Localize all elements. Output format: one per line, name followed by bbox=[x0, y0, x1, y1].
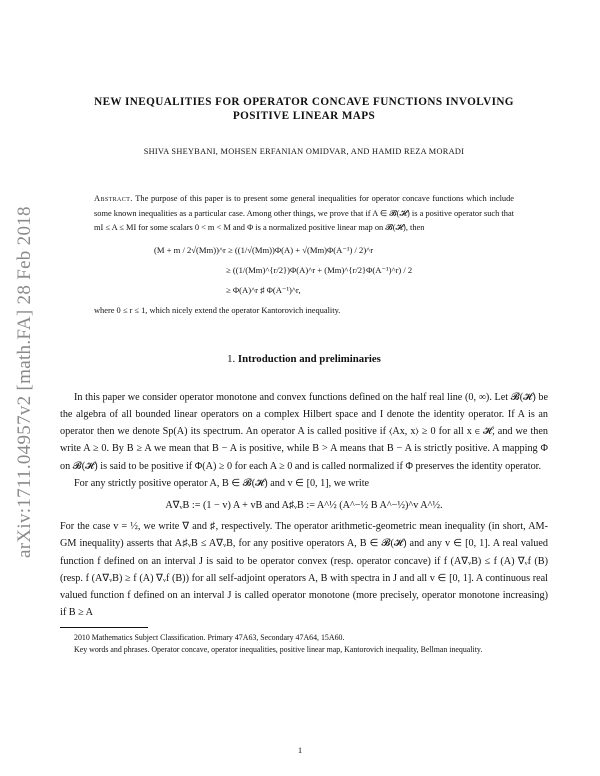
section-title: Introduction and preliminaries bbox=[237, 352, 381, 365]
equation-line-2: ≥ ((1/(Mm)^{r/2})Φ(A)^r + (Mm)^{r/2}Φ(A⁻¹)^r) / 2 bbox=[226, 265, 413, 276]
footnote-keywords: Key words and phrases. Operator concave, operator inequalities, positive linear map, Kantorovich inequality, Bellman inequality. bbox=[74, 644, 483, 654]
equation-line-1-rhs: ((1/√(Mm))Φ(A) + √(Mm)Φ(A⁻¹) / 2)^r bbox=[234, 245, 374, 256]
title-line-1: NEW INEQUALITIES FOR OPERATOR CONCAVE FUNCTIONS INVOLVING bbox=[94, 96, 514, 108]
paper-page bbox=[60, 95, 548, 655]
arxiv-stamp: arXiv:1711.04957v2 [math.FA] 28 Feb 2018 bbox=[14, 206, 35, 558]
paragraph-1: In this paper we consider operator monotone and convex functions defined on the half real line (0, ∞). Let 𝓑(𝓗) be the algebra of all bounded linear operators on a complex Hilbert space and I denote the identity operator. If A is an operator then we denote Sp(A) its spectrum. An operator A is called positive if ⟨Ax, x⟩ ≥ 0 for all x ∈ 𝓗, and we then write A ≥ 0. By B ≥ A we mean that B − A is positive, while B > A means that B − A is strictly positive. A mapping Φ on 𝓑(𝓗) is said to be positive if Φ(A) ≥ 0 for each A ≥ 0 and is called normalized if Φ preserves the identity operator. bbox=[60, 391, 548, 472]
authors: SHIVA SHEYBANI, MOHSEN ERFANIAN OMIDVAR, AND HAMID REZA MORADI bbox=[143, 147, 465, 156]
equation-line-1-lhs: (M + m / 2√(Mm))^r ≥ bbox=[154, 245, 233, 256]
paragraph-3: For the case v = ½, we write ∇ and ♯, respectively. The operator arithmetic-geometric mean inequality (in short, AM-GM inequality) asserts that A♯ᵥB ≤ A∇ᵥB, for any positive operators A, B ∈ 𝓑(𝓗) and any v ∈ [0, 1]. A real valued function f defined on an interval J is said to be operator convex (resp. operator concave) if f (A∇ᵥB) ≤ f (A) ∇ᵥf (B) (resp. f (A∇ᵥB) ≥ f (A) ∇ᵥf (B)) for all self-adjoint operators A, B with spectra in J and all v ∈ [0, 1]. A continuous real valued function f defined on an interval J is called operator monotone (more precisely, operator monotone increasing) if B ≥ A bbox=[60, 521, 548, 619]
abstract bbox=[94, 192, 514, 319]
abstract-closing: where 0 ≤ r ≤ 1, which nicely extend the operator Kantorovich inequality. bbox=[94, 306, 341, 316]
equation-line-3: ≥ Φ(A)^r ♯ Φ(A⁻¹)^r, bbox=[226, 285, 301, 296]
footnotes bbox=[60, 632, 548, 655]
equation-line-1 bbox=[154, 240, 514, 260]
abstract-equation bbox=[154, 240, 514, 300]
abstract-label: Abstract. bbox=[94, 194, 133, 203]
title-line-2: POSITIVE LINEAR MAPS bbox=[232, 110, 376, 122]
page-number: 1 bbox=[297, 745, 303, 755]
body-text bbox=[60, 389, 548, 622]
abstract-text: The purpose of this paper is to present some general inequalities for operator concave functions which include some known inequalities as a particular case. Among other things, we prove that if A ∈ 𝓑(𝓗) is a positive operator such that mI ≤ A ≤ MI for some scalars 0 < m < M and Φ is a normalized positive linear map on 𝓑(𝓗), then bbox=[94, 194, 514, 233]
section-number: 1. bbox=[227, 352, 236, 365]
footnote-msc: 2010 Mathematics Subject Classification. Primary 47A63, Secondary 47A64, 15A60. bbox=[74, 633, 345, 643]
section-heading bbox=[60, 353, 548, 365]
display-equation: A∇ᵥB := (1 − v) A + vB and A♯ᵥB := A^½ (A^−½ B A^−½)^v A^½. bbox=[165, 500, 443, 512]
paper-title bbox=[60, 95, 548, 123]
footnote-rule bbox=[60, 627, 148, 628]
paragraph-2: For any strictly positive operator A, B ∈ 𝓑(𝓗) and v ∈ [0, 1], we write bbox=[74, 477, 370, 489]
